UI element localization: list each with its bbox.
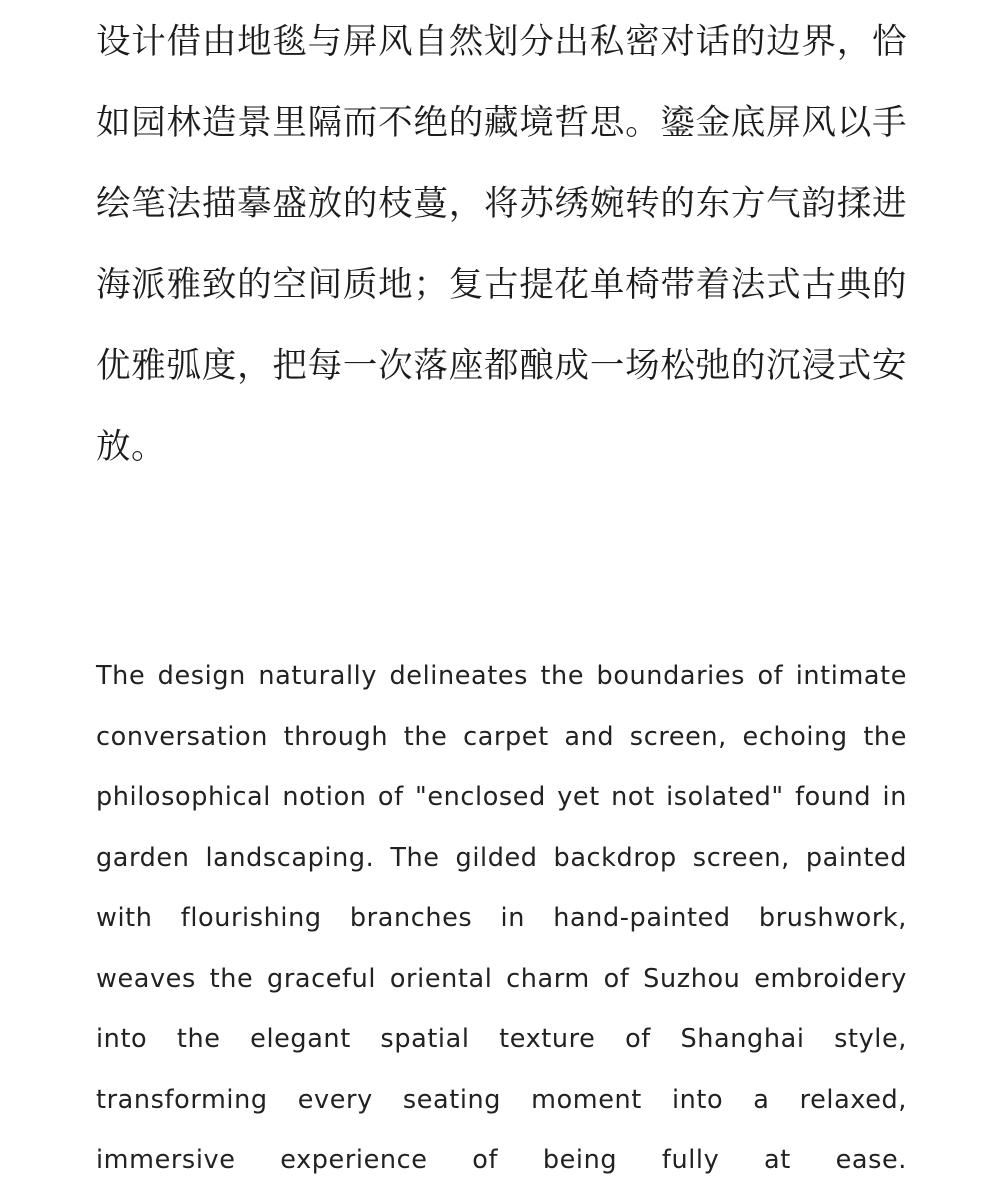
paragraph-spacer xyxy=(96,488,907,646)
english-paragraph: The design naturally delineates the boundaries of intimate conversation through the carpet and screen, echoing the philosophical notion of "enclosed yet not isolated" found in garden landscaping. The gilded backdrop screen, painted with flourishing branches in hand-painted brushwork, weaves the graceful oriental charm of Suzhou embroidery into the elegant spatial texture of Shanghai style, transforming every seating moment into a relaxed, immersive experience of being fully at ease. xyxy=(96,661,907,1175)
article-body xyxy=(96,0,907,1191)
chinese-paragraph: 设计借由地毯与屏风自然划分出私密对话的边界，恰如园林造景里隔而不绝的藏境哲思。鎏金底屏风以手绘笔法描摹盛放的枝蔓，将苏绣婉转的东方气韵揉进海派雅致的空间质地；复古提花单椅带着法式古典的优雅弧度，把每一次落座都酿成一场松弛的沉浸式安放。 xyxy=(96,22,907,467)
